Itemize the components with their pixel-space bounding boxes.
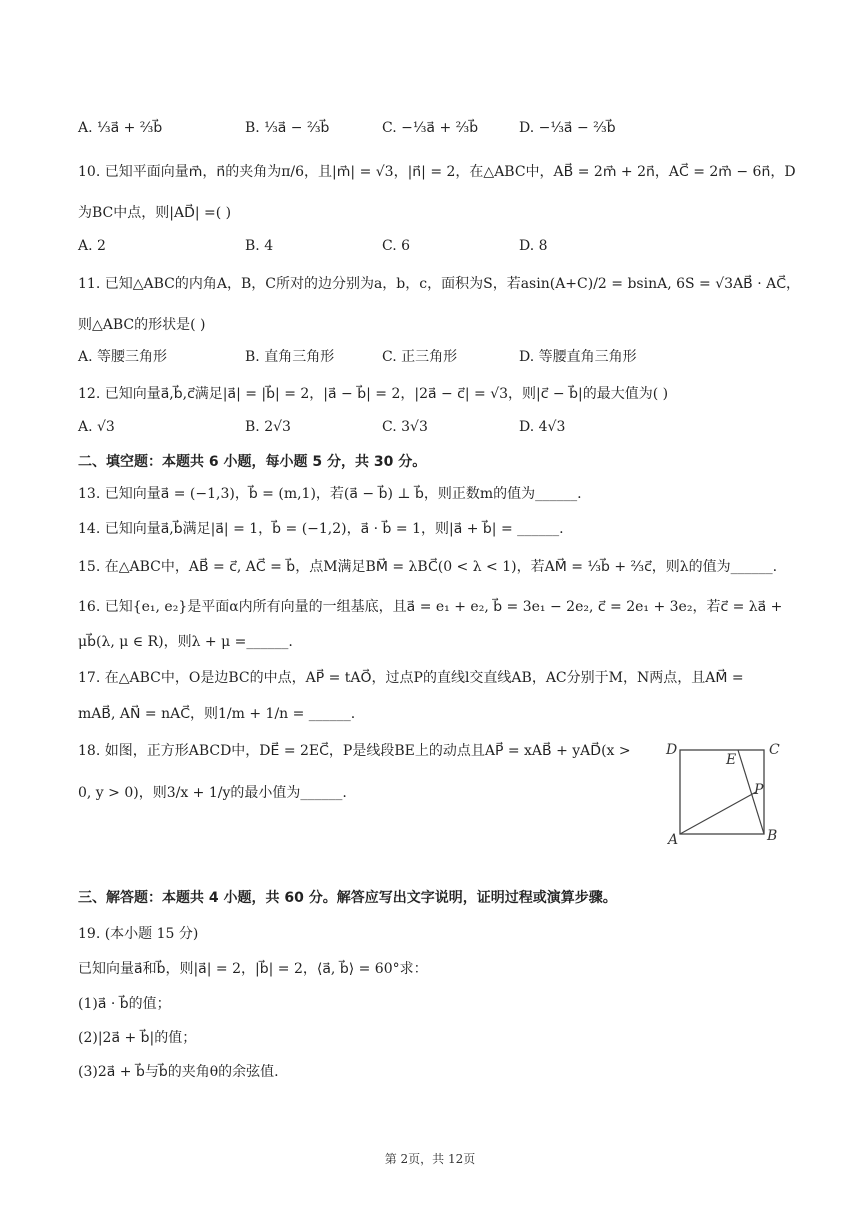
- q19-part-2: (2)|2a⃗ + b⃗|的值；: [78, 1030, 197, 1046]
- q16-line2: μb⃗(λ, μ ∈ R)，则λ + μ =______.: [78, 634, 293, 650]
- q12-option-b: B. 2√3: [245, 419, 291, 435]
- q15: 15. 在△ABC中，AB⃗ = c⃗, AC⃗ = b⃗，点M满足BM⃗ = λBC⃗(0 < λ < 1)，若AM⃗ = ⅓b⃗ + ⅔c⃗，则λ的值为______.: [78, 559, 778, 575]
- label-e: E: [726, 752, 737, 768]
- q12-option-a: A. √3: [78, 419, 115, 435]
- q10-option-a: A. 2: [78, 238, 106, 254]
- page-footer: 第 2页，共 12页: [384, 1152, 476, 1166]
- label-a: A: [668, 832, 679, 848]
- section-2-heading: 二、填空题：本题共 6 小题，每小题 5 分，共 30 分。: [78, 454, 427, 470]
- q19-part-1: (1)a⃗ · b⃗的值；: [78, 996, 171, 1012]
- label-c: C: [769, 742, 780, 758]
- label-d: D: [666, 742, 678, 758]
- q17-line2: mAB⃗, AN⃗ = nAC⃗，则1/m + 1/n = ______.: [78, 706, 356, 722]
- q11-options: [78, 347, 798, 367]
- q12-option-d: D. 4√3: [519, 419, 566, 435]
- q11-option-c: C. 正三角形: [382, 349, 458, 365]
- square-abcd-figure: [660, 738, 790, 848]
- label-b: B: [767, 828, 778, 844]
- section-3-heading: 三、解答题：本题共 4 小题，共 60 分。解答应写出文字说明，证明过程或演算步骤。: [78, 890, 617, 906]
- q13: 13. 已知向量a⃗ = (−1,3)，b⃗ = (m,1)，若(a⃗ − b⃗) ⊥ b⃗，则正数m的值为______.: [78, 486, 582, 502]
- q11-line2: 则△ABC的形状是( ): [78, 317, 206, 333]
- q10-options: [78, 236, 798, 256]
- q10-option-b: B. 4: [245, 238, 274, 254]
- q14: 14. 已知向量a⃗,b⃗满足|a⃗| = 1，b⃗ = (−1,2)，a⃗ · b⃗ = 1，则|a⃗ + b⃗| = ______.: [78, 521, 564, 537]
- q12-line1: 12. 已知向量a⃗,b⃗,c⃗满足|a⃗| = |b⃗| = 2，|a⃗ − b⃗| = 2，|2a⃗ − c⃗| = √3，则|c⃗ − b⃗|的最大值为( ): [78, 386, 669, 402]
- q19-stem: 已知向量a⃗和b⃗，则|a⃗| = 2，|b⃗| = 2，⟨a⃗, b⃗⟩ = 60°求：: [78, 961, 428, 977]
- q10-line1: 10. 已知平面向量m⃗，n⃗的夹角为π/6，且|m⃗| = √3，|n⃗| = 2，在△ABC中，AB⃗ = 2m⃗ + 2n⃗，AC⃗ = 2m⃗ − 6n⃗，D: [78, 164, 796, 180]
- q18-line1: 18. 如图，正方形ABCD中，DE⃗ = 2EC⃗，P是线段BE上的动点且AP⃗ = xAB⃗ + yAD⃗(x >: [78, 743, 631, 759]
- q10-option-c: C. 6: [382, 238, 411, 254]
- q10-option-d: D. 8: [519, 238, 548, 254]
- q12-option-c: C. 3√3: [382, 419, 428, 435]
- q12-options: [78, 417, 798, 437]
- q9-option-d: D. −⅓a⃗ − ⅔b⃗: [519, 120, 616, 136]
- q16-line1: 16. 已知{e₁, e₂}是平面α内所有向量的一组基底，且a⃗ = e₁ + e₂, b⃗ = 3e₁ − 2e₂, c⃗ = 2e₁ + 3e₂，若c⃗ = λa⃗ +: [78, 599, 783, 615]
- q9-option-a: A. ⅓a⃗ + ⅔b⃗: [78, 120, 163, 136]
- q9-options: [78, 118, 798, 138]
- q9-option-c: C. −⅓a⃗ + ⅔b⃗: [382, 120, 479, 136]
- q11-line1: 11. 已知△ABC的内角A，B，C所对的边分别为a，b，c，面积为S，若asin(A+C)/2 = bsinA, 6S = √3AB⃗ · AC⃗，: [78, 276, 801, 292]
- q11-option-b: B. 直角三角形: [245, 349, 335, 365]
- segment-ap: [680, 792, 756, 834]
- label-p: P: [754, 782, 764, 798]
- q19-part-3: (3)2a⃗ + b⃗与b⃗的夹角θ的余弦值.: [78, 1064, 279, 1080]
- q18-line2: 0, y > 0)，则3/x + 1/y的最小值为______.: [78, 785, 347, 801]
- q17-line1: 17. 在△ABC中，O是边BC的中点，AP⃗ = tAO⃗，过点P的直线l交直线AB，AC分别于M，N两点，且AM⃗ =: [78, 670, 744, 686]
- q10-line2: 为BC中点，则|AD⃗| =( ): [78, 205, 232, 221]
- q11-option-a: A. 等腰三角形: [78, 349, 168, 365]
- q19-header: 19. (本小题 15 分): [78, 926, 199, 942]
- q9-option-b: B. ⅓a⃗ − ⅔b⃗: [245, 120, 330, 136]
- q11-option-d: D. 等腰直角三角形: [519, 349, 637, 365]
